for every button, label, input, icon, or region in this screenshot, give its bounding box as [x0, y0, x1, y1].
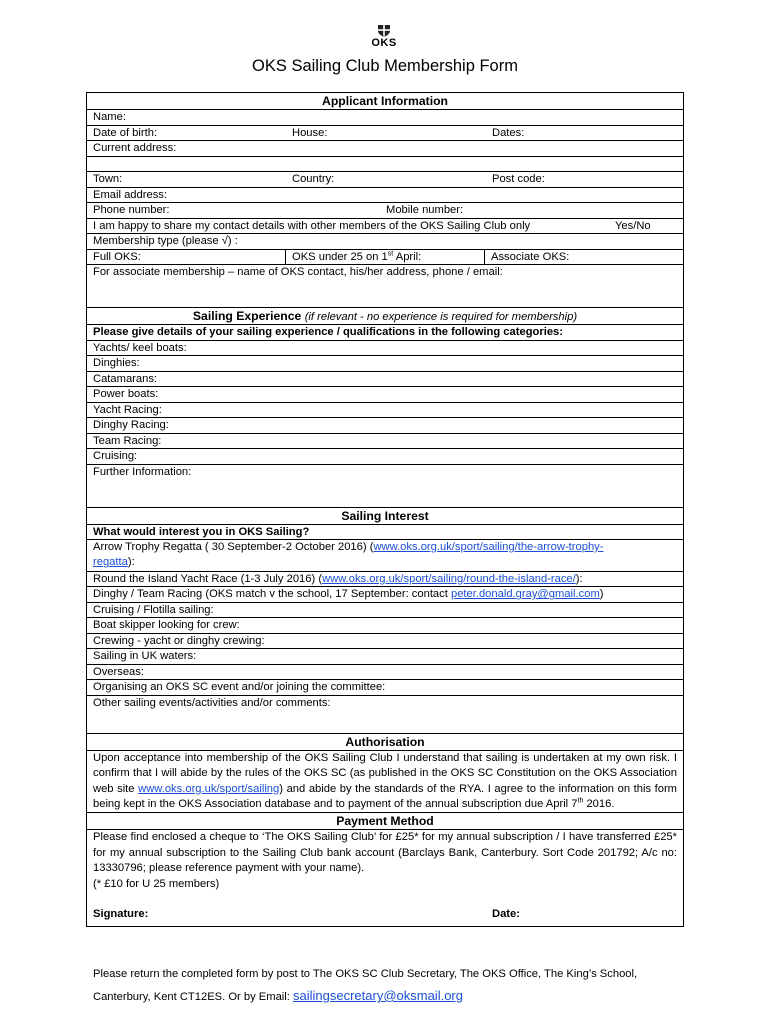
dinghy-team-end: )	[599, 588, 604, 601]
membership-form	[86, 92, 684, 927]
full-oks-option[interactable]	[87, 250, 286, 265]
dinghy-team-label: Dinghy / Team Racing (OKS match v the school, 17 September: contact	[93, 588, 451, 601]
comments-field[interactable]	[87, 696, 683, 734]
yes-no-option[interactable]: Yes/No	[615, 219, 651, 232]
payment-section	[87, 830, 683, 926]
under25-label: OKS under 25 on 1	[292, 250, 388, 263]
phone-row	[87, 203, 683, 219]
associate-contact-label: For associate membership – name of OKS contact, his/her address, phone / email:	[93, 266, 503, 278]
experience-item[interactable]: Cruising:	[87, 449, 683, 465]
page-title: OKS Sailing Club Membership Form	[252, 57, 518, 75]
dob-label: Date of birth:	[93, 126, 158, 139]
arrow-trophy-row[interactable]	[87, 540, 683, 572]
under25-option[interactable]	[286, 250, 485, 265]
experience-item[interactable]: Dinghy Racing:	[87, 418, 683, 434]
authorisation-text-start: Upon acceptance into membership of the OKS Sailing Club I understand that sailing is undertaken at my own risk. I confirm that I will abide by the rules of the OKS SC (as published in the OKS SC Constitution on the OKS Association web site	[93, 751, 677, 795]
interest-item[interactable]: Overseas:	[87, 665, 683, 681]
dinghy-team-row[interactable]	[87, 587, 683, 603]
payment-spacer	[93, 892, 677, 907]
interest-question: What would interest you in OKS Sailing?	[87, 525, 683, 541]
name-label: Name:	[93, 111, 126, 123]
experience-item[interactable]: Yacht Racing:	[87, 403, 683, 419]
share-consent-label: I am happy to share my contact details with other members of the OKS Sailing Club only	[93, 219, 531, 232]
arrow-trophy-end: ):	[127, 556, 135, 569]
round-island-row[interactable]	[87, 572, 683, 588]
authorisation-text	[87, 751, 683, 814]
interest-heading: Sailing Interest	[87, 508, 683, 525]
email-label: Email address:	[93, 188, 167, 201]
experience-heading	[87, 308, 683, 325]
footer-line2	[93, 985, 693, 1008]
payment-note: (* £10 for U 25 members)	[93, 877, 220, 890]
arrow-trophy-link-cont[interactable]: regatta	[93, 556, 128, 569]
authorisation-heading: Authorisation	[87, 734, 683, 751]
interest-item[interactable]: Cruising / Flotilla sailing:	[87, 603, 683, 619]
experience-heading-note: (if relevant - no experience is required for membership)	[304, 311, 578, 323]
address-field[interactable]	[87, 141, 683, 157]
under25-sup: st	[387, 249, 394, 257]
contact-email-link[interactable]: peter.donald.gray@gmail.com	[450, 588, 600, 601]
round-island-link[interactable]: www.oks.org.uk/sport/sailing/round-the-island-race/	[322, 572, 576, 585]
interest-item[interactable]: Organising an OKS SC event and/or joining the committee:	[87, 680, 683, 696]
signature-label[interactable]: Signature:	[93, 908, 149, 921]
shield-icon	[377, 24, 391, 38]
further-information-label: Further Information:	[93, 465, 192, 478]
experience-instruction: Please give details of your sailing experience / qualifications in the following categories:	[87, 325, 683, 341]
mobile-label: Mobile number:	[386, 204, 464, 216]
postcode-label: Post code:	[492, 173, 545, 185]
arrow-trophy-link[interactable]: www.oks.org.uk/sport/sailing/the-arrow-trophy-	[373, 541, 604, 553]
round-island-end: ):	[575, 572, 583, 585]
footer	[93, 964, 693, 1008]
address-label: Current address:	[93, 142, 177, 154]
share-consent-row	[87, 219, 683, 235]
interest-item[interactable]: Crewing - yacht or dinghy crewing:	[87, 634, 683, 650]
authorisation-sup: th	[577, 797, 584, 805]
membership-options-row	[87, 250, 683, 266]
dates-label: Dates:	[492, 126, 525, 139]
experience-item[interactable]: Dinghies:	[87, 356, 683, 372]
applicant-heading: Applicant Information	[87, 93, 683, 110]
payment-heading: Payment Method	[87, 813, 683, 830]
signature-row	[93, 907, 677, 922]
dob-row	[87, 126, 683, 142]
sailing-web-link[interactable]: www.oks.org.uk/sport/sailing	[138, 782, 280, 795]
house-label: House:	[292, 126, 328, 139]
under25-label-end: April:	[393, 250, 422, 263]
country-label: Country:	[292, 173, 335, 185]
further-information-field[interactable]	[87, 465, 683, 508]
membership-type-row	[87, 234, 683, 250]
phone-label: Phone number:	[93, 204, 170, 216]
associate-contact-field[interactable]	[87, 265, 683, 308]
experience-item[interactable]: Yachts/ keel boats:	[87, 341, 683, 357]
membership-type-label: Membership type (please √) :	[93, 235, 238, 247]
experience-item[interactable]: Catamarans:	[87, 372, 683, 388]
oks-logo	[367, 24, 401, 49]
town-label: Town:	[93, 173, 123, 185]
secretary-email-link[interactable]: sailingsecretary@oksmail.org	[293, 988, 463, 1003]
footer-line1: Please return the completed form by post to The OKS SC Club Secretary, The OKS Office, The King’s School,	[93, 968, 638, 980]
logo-text: OKS	[371, 37, 397, 49]
associate-label: Associate OKS:	[491, 250, 570, 263]
comments-label: Other sailing events/activities and/or comments:	[93, 696, 331, 709]
address-blank-line[interactable]	[87, 157, 683, 173]
footer-line2-text: Canterbury, Kent CT12ES. Or by Email:	[93, 991, 293, 1003]
experience-item[interactable]: Power boats:	[87, 387, 683, 403]
email-field[interactable]	[87, 188, 683, 204]
town-row	[87, 172, 683, 188]
associate-option[interactable]	[485, 250, 683, 265]
name-field[interactable]	[87, 110, 683, 126]
authorisation-text-end: 2016.	[583, 798, 615, 811]
experience-heading-text: Sailing Experience	[192, 309, 302, 323]
date-label[interactable]: Date:	[492, 908, 520, 921]
arrow-trophy-label: Arrow Trophy Regatta ( 30 September-2 October 2016) (	[93, 541, 374, 553]
round-island-label: Round the Island Yacht Race (1-3 July 2016) (	[93, 572, 323, 585]
payment-text: Please find enclosed a cheque to ‘The OKS Sailing Club’ for £25* for my annual subscription / I have transferred £25* for my annual subscription to the Sailing Club bank account (Barclays Bank, Canterbury. Sort Code 201792; A/c no: 13330796; please reference payment with your name).	[93, 831, 677, 875]
full-oks-label: Full OKS:	[93, 250, 141, 263]
authorisation-text-mid: ) and abide by the standards of the RYA. I agree to the information on this form being kept in the OKS Association database and to payment of the annual subscription due April 7	[93, 782, 677, 811]
interest-item[interactable]: Sailing in UK waters:	[87, 649, 683, 665]
interest-item[interactable]: Boat skipper looking for crew:	[87, 618, 683, 634]
experience-item[interactable]: Team Racing:	[87, 434, 683, 450]
